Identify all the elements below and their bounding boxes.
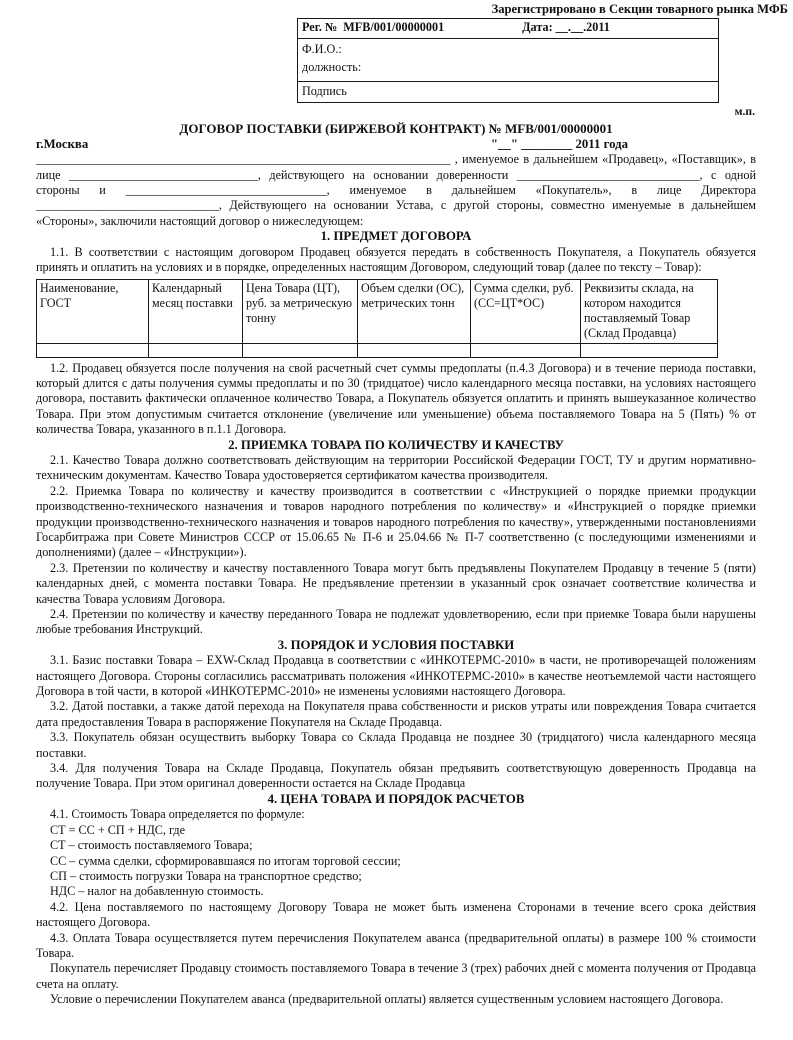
formula-line-ct: СТ = СС + СП + НДС, где bbox=[50, 822, 186, 837]
stamp-place-label: м.п. bbox=[734, 105, 755, 119]
contract-date-blank: "__" ________ 2011 года bbox=[490, 136, 628, 151]
paragraph-4-1: 4.1. Стоимость Товара определяется по формуле: bbox=[50, 807, 305, 822]
fio-label: Ф.И.О.: bbox=[302, 41, 342, 56]
formula-term-nds: НДС – налог на добавленную стоимость. bbox=[50, 884, 264, 899]
contract-body bbox=[36, 121, 756, 1007]
section-2-heading: 2. ПРИЕМКА ТОВАРА ПО КОЛИЧЕСТВУ И КАЧЕСТВУ bbox=[228, 437, 564, 452]
registration-number-row bbox=[298, 19, 718, 38]
empty-cell-month bbox=[149, 343, 243, 357]
paragraph-3-2: 3.2. Датой поставки, а также датой перехода на Покупателя права собственности и рисков утраты или повреждения Товара считается дата предоставления Товара в распоряжение Покупателя на Складе Продавца. bbox=[36, 699, 756, 729]
col-header-name-gost: Наименование, ГОСТ bbox=[37, 279, 149, 343]
paragraph-4-2: 4.2. Цена поставляемого по настоящему Договору Товара не может быть изменена Сторонами в течение всего срока действия настоящего Договора. bbox=[36, 899, 756, 930]
paragraph-4-3-payment-term: Покупатель перечисляет Продавцу стоимость поставляемого Товара в течение 3 (трех) рабочих дней с момента получения от Продавца счета на оплату. bbox=[36, 961, 756, 991]
section-1-heading: 1. ПРЕДМЕТ ДОГОВОРА bbox=[320, 229, 472, 244]
goods-table-empty-row bbox=[37, 343, 718, 357]
col-header-warehouse: Реквизиты склада, на котором находится поставляемый Товар (Склад Продавца) bbox=[581, 279, 718, 343]
reg-number: Рег. № MFB/001/00000001 bbox=[302, 20, 445, 35]
city-label: г.Москва bbox=[36, 136, 89, 151]
col-header-sum: Сумма сделки, руб. (СС=ЦТ*ОС) bbox=[471, 279, 581, 343]
paragraph-1-2: 1.2. Продавец обязуется после получения на свой расчетный счет суммы предоплаты (п.4.3 Договора) и в течение периода поставки, который длится с даты получения суммы предоплаты и по 30 (тридцатое) число календарного месяца поставки, на условиях настоящего договора, поставить фактически оплаченное количество Товара, а Покупатель обязуется оплатить и принять вышеуказанное количество Товара. При этом допустимым считается отклонение (увеличение или уменьшение) объема поставляемого Товара на 5 (Пять) % от количества Товара, указанного в п.1.1 Договора. bbox=[36, 360, 756, 437]
col-header-price: Цена Товара (ЦТ), руб. за метрическую тонну bbox=[243, 279, 358, 343]
contract-title: ДОГОВОР ПОСТАВКИ (БИРЖЕВОЙ КОНТРАКТ) № MFB/001/00000001 bbox=[179, 121, 613, 137]
registered-in-section-line: Зарегистрировано в Секции товарного рынка МФБ bbox=[491, 2, 788, 16]
fio-position-row bbox=[298, 39, 718, 82]
col-header-delivery-month: Календарный месяц поставки bbox=[149, 279, 243, 343]
paragraph-2-1: 2.1. Качество Товара должно соответствовать действующим на территории Российской Федерации ГОСТ, ТУ и другим нормативно-техническим документам. Качество Товара удостоверяется сертификатом качества производителя. bbox=[36, 452, 756, 483]
paragraph-4-3-advance-condition: Условие о перечислении Покупателем аванса (предварительной оплаты) является существенным условием настоящего Договора. bbox=[50, 992, 724, 1007]
formula-term-ct: СТ – стоимость поставляемого Товара; bbox=[50, 838, 253, 853]
city-date-line bbox=[36, 137, 756, 152]
reg-date: Дата: __.__.2011 bbox=[522, 20, 610, 35]
paragraph-2-4: 2.4. Претензии по количеству и качеству переданного Товара не подлежат удовлетворению, если при приемке Товара были нарушены любые требования Инструкций. bbox=[36, 607, 756, 637]
formula-term-cc: СС – сумма сделки, сформировавшаяся по итогам торговой сессии; bbox=[50, 853, 401, 868]
paragraph-4-3: 4.3. Оплата Товара осуществляется путем перечисления Покупателем аванса (предварительной оплаты) в размере 100 % стоимости Товара. bbox=[36, 930, 756, 960]
preamble-paragraph: ____________________________________________________________________ , именуемое в дальнейшем «Продавец», «Поставщик», в лице _______________________________, действующего на основании доверенности ______________________________, с одной стороны и _________________________________, именуемое в дальнейшем «Покупатель», в лице Директора ______________________________, Действующего на основании Устава, с другой стороны, совместно именуемые в дальнейшем «Стороны», заключили настоящий договор о нижеследующем: bbox=[36, 152, 756, 228]
paragraph-3-1: 3.1. Базис поставки Товара – EXW-Склад Продавца в соответствии с «ИНКОТЕРМС-2010» в части, не противоречащей положениям настоящего Договора. Стороны согласились рассматривать положения «ИНКОТЕРМС-2010» в качестве неотъемлемой части настоящего Договора в той части, в которой «ИНКОТЕРМС-2010» не изменены условиями настоящего Договора. bbox=[36, 653, 756, 699]
empty-cell-name bbox=[37, 343, 149, 357]
paragraph-1-1: 1.1. В соответствии с настоящим договором Продавец обязуется передать в собственность Покупателя, а Покупатель обязуется принять и оплатить на условиях и в порядке, определенных настоящим Договором, следующий товар (далее по тексту – Товар): bbox=[36, 244, 756, 275]
paragraph-3-3: 3.3. Покупатель обязан осуществить выборку Товара со Склада Продавца не позднее 30 (тридцатого) числа календарного месяца поставки. bbox=[36, 730, 756, 760]
paragraph-2-3: 2.3. Претензии по количеству и качеству поставленного Товара могут быть предъявлены Покупателем Продавцу в течение 5 (пяти) календарных дней, с момента поставки Товара. Не предъявление претензии в указанный срок означает соответствие количества и качества Товара условиям Договора. bbox=[36, 560, 756, 606]
section-4-heading: 4. ЦЕНА ТОВАРА И ПОРЯДОК РАСЧЕТОВ bbox=[267, 791, 525, 806]
paragraph-2-2: 2.2. Приемка Товара по количеству и качеству производится в соответствии с «Инструкцией о порядке приемки продукции производственно-технического назначения и товаров народного потребления по количеству» и «Инструкцией о порядке приемки продукции производственно-технического назначения и товаров народного потребления по качеству», утвержденными постановлениями Госарбитража при Совете Министров СССР от 15.06.65 № П-6 и 25.04.66 № П-7 соответственно (с последующими изменениями и дополнениями) (далее – «Инструкции»). bbox=[36, 483, 756, 560]
signature-row: Подпись bbox=[302, 83, 347, 98]
formula-term-cp: СП – стоимость погрузки Товара на транспортное средство; bbox=[50, 868, 362, 883]
paragraph-3-4: 3.4. Для получения Товара на Складе Продавца, Покупатель обязан предъявить соответствующую доверенность Продавца на получение Товара. При этом оригинал доверенности остается на Складе Продавца bbox=[36, 761, 756, 791]
empty-cell-warehouse bbox=[581, 343, 718, 357]
goods-table bbox=[36, 279, 718, 358]
position-label: должность: bbox=[302, 60, 362, 75]
col-header-volume: Объем сделки (ОС), метрических тонн bbox=[358, 279, 471, 343]
empty-cell-volume bbox=[358, 343, 471, 357]
section-3-heading: 3. ПОРЯДОК И УСЛОВИЯ ПОСТАВКИ bbox=[277, 637, 515, 652]
goods-table-header-row bbox=[37, 279, 718, 343]
empty-cell-price bbox=[243, 343, 358, 357]
empty-cell-sum bbox=[471, 343, 581, 357]
registration-box bbox=[297, 18, 719, 103]
